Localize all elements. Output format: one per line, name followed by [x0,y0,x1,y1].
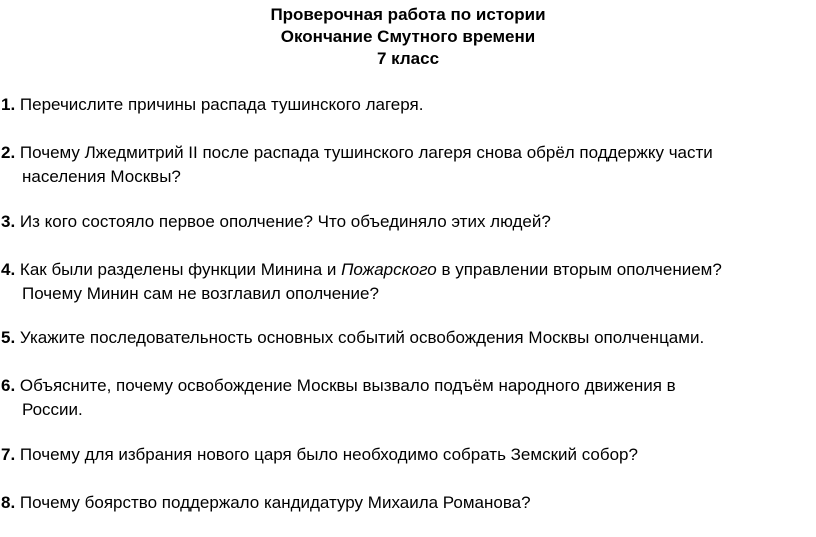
question-1 [1,93,801,117]
worksheet-topic: Окончание Смутного времени [280,27,536,46]
question-text-continued: России. [22,400,83,419]
question-number: 6. [1,376,16,395]
question-text: Укажите последовательность основных событий освобождения Москвы ополченцами. [19,328,705,347]
question-text: Почему для избрания нового царя было необходимо собрать Земский собор? [19,445,638,464]
question-text-continued: Почему Минин сам не возглавил ополчение? [22,284,379,303]
question-7 [1,443,801,467]
question-number: 3. [1,212,16,231]
question-3 [1,210,801,234]
question-text: Перечислите причины распада тушинского лагеря. [19,95,424,114]
question-4 [1,258,801,306]
question-text: Как были разделены функции Минина и [19,260,342,279]
question-text: Объясните, почему освобождение Москвы вызвало подъём народного движения в [19,376,676,395]
question-number: 2. [1,143,16,162]
worksheet-grade: 7 класс [376,49,440,68]
question-text: Почему Лжедмитрий II после распада тушинского лагеря снова обрёл поддержку части [19,143,713,162]
question-text-end: в управлении вторым ополчением? [436,260,722,279]
question-text: Из кого состояло первое ополчение? Что объединяло этих людей? [19,212,551,231]
question-8 [1,491,801,515]
question-number: 5. [1,328,16,347]
question-number: 7. [1,445,16,464]
question-number: 8. [1,493,16,512]
question-number: 1. [1,95,16,114]
question-text-italic: Пожарского [341,260,437,279]
worksheet-title: Проверочная работа по истории [270,5,546,24]
question-text-continued: населения Москвы? [22,167,181,186]
question-2 [1,141,801,189]
question-text: Почему боярство поддержало кандидатуру Михаила Романова? [19,493,531,512]
question-number: 4. [1,260,16,279]
question-5 [1,326,801,350]
worksheet-header [0,4,816,70]
question-6 [1,374,801,422]
